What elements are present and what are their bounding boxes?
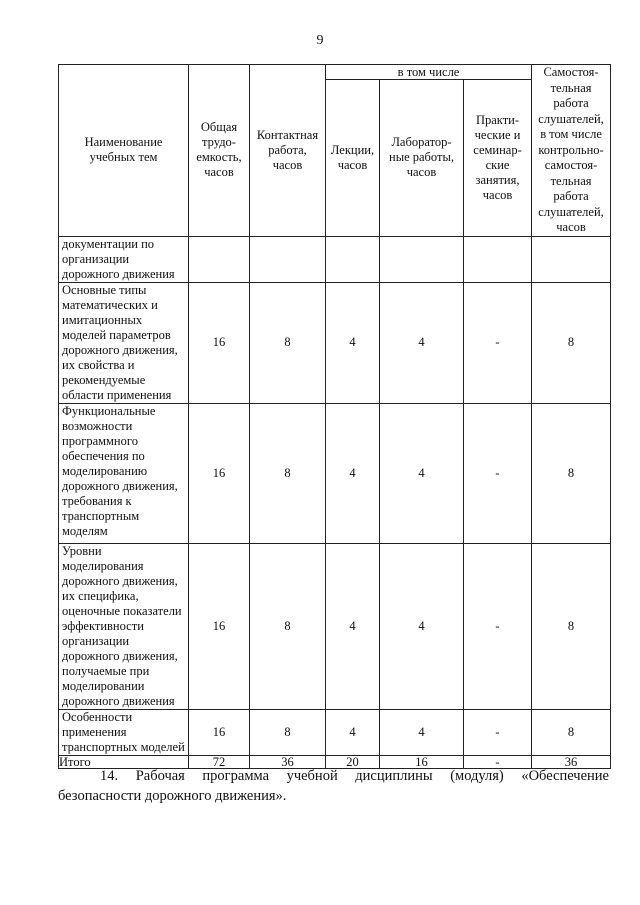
cell-lab: 4 <box>380 282 464 403</box>
cell-total: 16 <box>189 543 250 709</box>
table-body <box>59 236 611 768</box>
cell-contact: 8 <box>250 403 326 543</box>
section-14-line-2: безопасности дорожного движения». <box>58 788 287 804</box>
cell-self <box>532 236 611 282</box>
cell-practical: - <box>464 403 532 543</box>
page-number: 9 <box>316 33 324 48</box>
cell-lectures <box>326 236 380 282</box>
cell-total: 16 <box>189 403 250 543</box>
cell-self: 8 <box>532 543 611 709</box>
cell-lectures: 4 <box>326 709 380 755</box>
cell-practical: - <box>464 709 532 755</box>
cell-contact: 8 <box>250 543 326 709</box>
total-label: Итого <box>59 755 189 768</box>
cell-contact: 8 <box>250 282 326 403</box>
total-cell-total: 72 <box>189 755 250 768</box>
curriculum-table <box>58 64 611 769</box>
header-total-labor: Общая трудо- емкость, часов <box>189 65 250 237</box>
header-self-study: Самостоя- тельная работа слушателей, в том числе контрольно- самостоя- тельная работа слушателей, часов <box>532 65 611 237</box>
cell-contact <box>250 236 326 282</box>
cell-topic: Особенности применения транспортных моделей <box>59 709 189 755</box>
total-cell-self: 36 <box>532 755 611 768</box>
header-practical: Практи- ческие и семинар- ские занятия, часов <box>464 80 532 237</box>
total-cell-lab: 16 <box>380 755 464 768</box>
table-row <box>59 236 611 282</box>
cell-contact: 8 <box>250 709 326 755</box>
table-row <box>59 709 611 755</box>
cell-topic: Основные типы математических и имитационных моделей параметров дорожного движения, их свойства и рекомендуемые области применения <box>59 282 189 403</box>
cell-lectures: 4 <box>326 543 380 709</box>
cell-total: 16 <box>189 709 250 755</box>
table-row <box>59 403 611 543</box>
table-header <box>59 65 611 237</box>
cell-self: 8 <box>532 282 611 403</box>
cell-lectures: 4 <box>326 282 380 403</box>
cell-lab: 4 <box>380 543 464 709</box>
header-contact-work: Контактная работа, часов <box>250 65 326 237</box>
total-cell-practical: - <box>464 755 532 768</box>
cell-lab <box>380 236 464 282</box>
cell-topic: документации по организации дорожного движения <box>59 236 189 282</box>
cell-topic: Уровни моделирования дорожного движения, их специфика, оценочные показатели эффективности организации дорожного движения, получаемые при моделировании дорожного движения <box>59 543 189 709</box>
table-row <box>59 543 611 709</box>
header-lectures: Лекции, часов <box>326 80 380 237</box>
cell-self: 8 <box>532 403 611 543</box>
cell-topic: Функциональные возможности программного обеспечения по моделированию дорожного движения, требования к транспортным моделям <box>59 403 189 543</box>
section-14-line-1: 14. Рабочая программа учебной дисциплины (модуля) «Обеспечение <box>100 768 609 784</box>
cell-lab: 4 <box>380 403 464 543</box>
cell-practical: - <box>464 543 532 709</box>
cell-practical: - <box>464 282 532 403</box>
cell-total: 16 <box>189 282 250 403</box>
header-laboratory: Лаборатор- ные работы, часов <box>380 80 464 237</box>
total-cell-lectures: 20 <box>326 755 380 768</box>
cell-lectures: 4 <box>326 403 380 543</box>
cell-lab: 4 <box>380 709 464 755</box>
cell-self: 8 <box>532 709 611 755</box>
cell-total <box>189 236 250 282</box>
header-including-group: в том числе <box>326 65 532 80</box>
total-cell-contact: 36 <box>250 755 326 768</box>
header-topic-name: Наименование учебных тем <box>59 65 189 237</box>
section-14-heading <box>58 766 609 806</box>
cell-practical <box>464 236 532 282</box>
table-row <box>59 282 611 403</box>
